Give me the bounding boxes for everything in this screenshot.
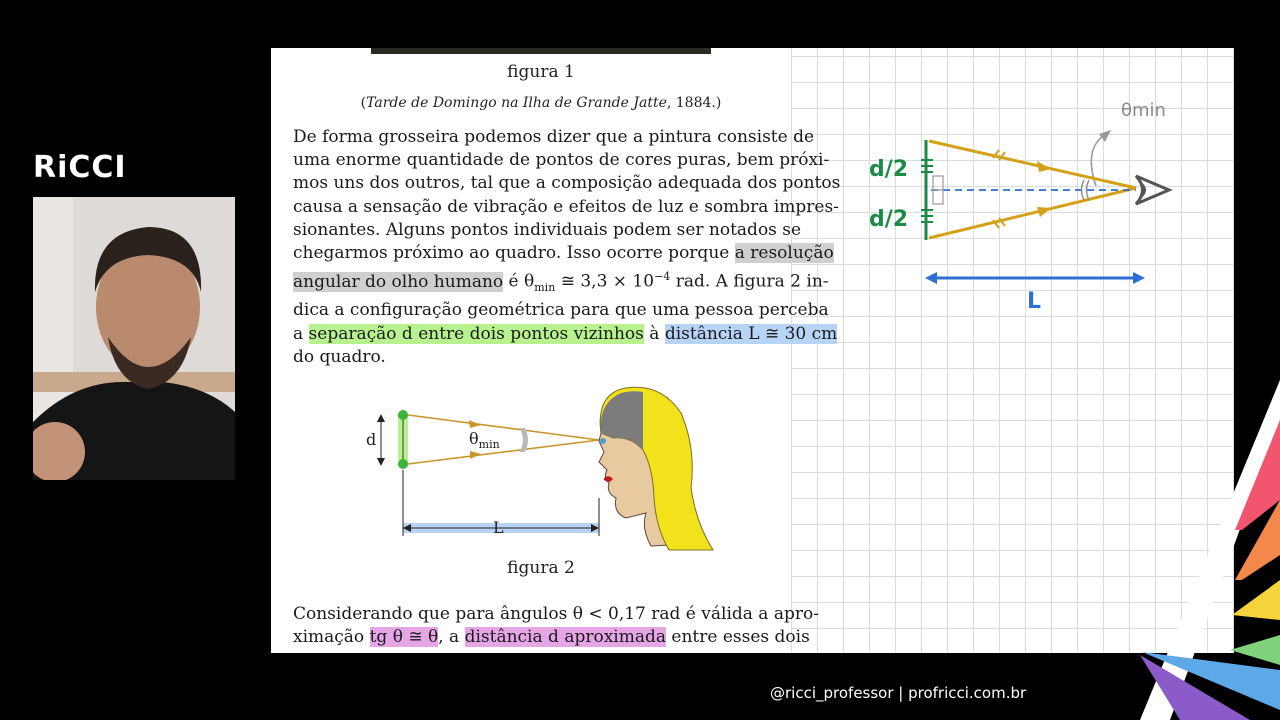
caption-year: , 1884. — [666, 95, 716, 111]
theta-label — [469, 429, 500, 451]
text-line — [293, 323, 838, 346]
text-line: mos uns dos outros, tal que a composição adequada dos pontos — [293, 173, 841, 194]
highlight-approximation: tg θ ≅ θ — [369, 627, 439, 648]
text-run: a — [293, 323, 309, 344]
d-arrow-top — [377, 414, 385, 422]
text-line: De forma grosseira podemos dizer que a pintura consiste de — [293, 127, 815, 147]
sketch-L-arrow-left — [925, 272, 937, 284]
exponent: −4 — [654, 270, 671, 284]
caption-title: Tarde de Domingo na Ilha de Grande Jatte — [366, 95, 667, 111]
text-run: , a — [438, 627, 465, 648]
highlight-distance: distância L ≅ 30 cm — [664, 323, 838, 344]
text-line: sionantes. Alguns pontos individuais podem ser notados se — [293, 219, 802, 240]
text-line — [293, 265, 829, 299]
figure2-diagram — [351, 378, 731, 553]
sketch-ray-arrow-top — [1037, 161, 1051, 172]
figure1-caption: (Tarde de Domingo na Ilha de Grande Jatte, 1884.) — [360, 95, 722, 111]
eye — [600, 438, 606, 444]
text-line: dica a configuração geométrica para que uma pessoa perceba — [293, 300, 829, 321]
painting-image-edge — [371, 48, 711, 54]
paragraph-2 — [293, 603, 819, 649]
figure1-label: figura 1 — [507, 62, 575, 82]
sketch-ray-top — [929, 141, 1136, 188]
sketch-pointer-head — [1099, 130, 1111, 142]
sketch-half-bottom: d/2 — [869, 207, 909, 232]
text-line: uma enorme quantidade de pontos de cores puras, bem próxi- — [293, 150, 830, 171]
theta-subscript: min — [478, 438, 500, 451]
stripe-green — [1230, 635, 1280, 665]
text-run: rad. A figura 2 in- — [670, 271, 829, 292]
whiteboard — [271, 48, 1234, 653]
text-line: Considerando que para ângulos θ < 0,17 rad é válida a apro- — [293, 604, 819, 624]
text-line — [293, 242, 834, 265]
sketch-L-arrow-right — [1133, 272, 1145, 284]
d-arrow-bottom — [377, 458, 385, 466]
sketch-theta-label: θmin — [1121, 100, 1166, 121]
text-run: é θ — [503, 271, 535, 292]
sketch-half-top: d/2 — [869, 157, 909, 182]
decorative-stripes — [1120, 380, 1280, 720]
handwritten-sketch — [851, 68, 1191, 348]
highlight-distance-d: distância d aproximada — [464, 627, 666, 648]
sketch-eye-icon — [1136, 176, 1169, 204]
text-run: à — [643, 323, 665, 344]
webcam-feed — [33, 197, 235, 480]
text-run: ximação — [293, 627, 370, 648]
highlight-angular: angular do olho humano — [293, 271, 504, 292]
ray-bottom — [408, 440, 599, 464]
text-line: causa a sensação de vibração e efeitos de luz e sombra impres- — [293, 196, 839, 217]
theta-symbol: θ — [469, 429, 479, 448]
text-line: do quadro. — [293, 346, 386, 367]
sketch-right-angle — [933, 176, 943, 190]
presenter-video — [33, 197, 235, 480]
sketch-L-label: L — [1027, 289, 1042, 314]
text-run: ≅ 3,3 × 10 — [555, 271, 655, 292]
d-label: d — [366, 430, 377, 449]
figure2-label: figura 2 — [507, 558, 575, 578]
brand-logo: RiCCI — [33, 150, 127, 185]
text-line — [293, 626, 810, 649]
paragraph-1 — [293, 126, 841, 369]
textbook-page — [271, 48, 841, 653]
text-run: chegarmos próximo ao quadro. Isso ocorre porque — [293, 243, 735, 264]
sketch-right-angle — [933, 190, 943, 204]
point-bottom — [398, 459, 408, 469]
point-top — [398, 410, 408, 420]
highlight-resolution: a resolução — [734, 243, 834, 264]
highlight-separation: separação d entre dois pontos vizinhos — [308, 323, 644, 344]
ray-top — [408, 415, 599, 440]
theta-subscript: min — [534, 281, 556, 295]
sketch-ray-bottom — [929, 188, 1136, 238]
text-run: entre esses dois — [666, 627, 810, 648]
sketch-ray-arrow-bottom — [1037, 207, 1051, 217]
L-label: L — [493, 518, 504, 537]
footer-handle: @ricci_professor | profricci.com.br — [770, 684, 1027, 702]
stripe-yellow — [1232, 580, 1280, 620]
